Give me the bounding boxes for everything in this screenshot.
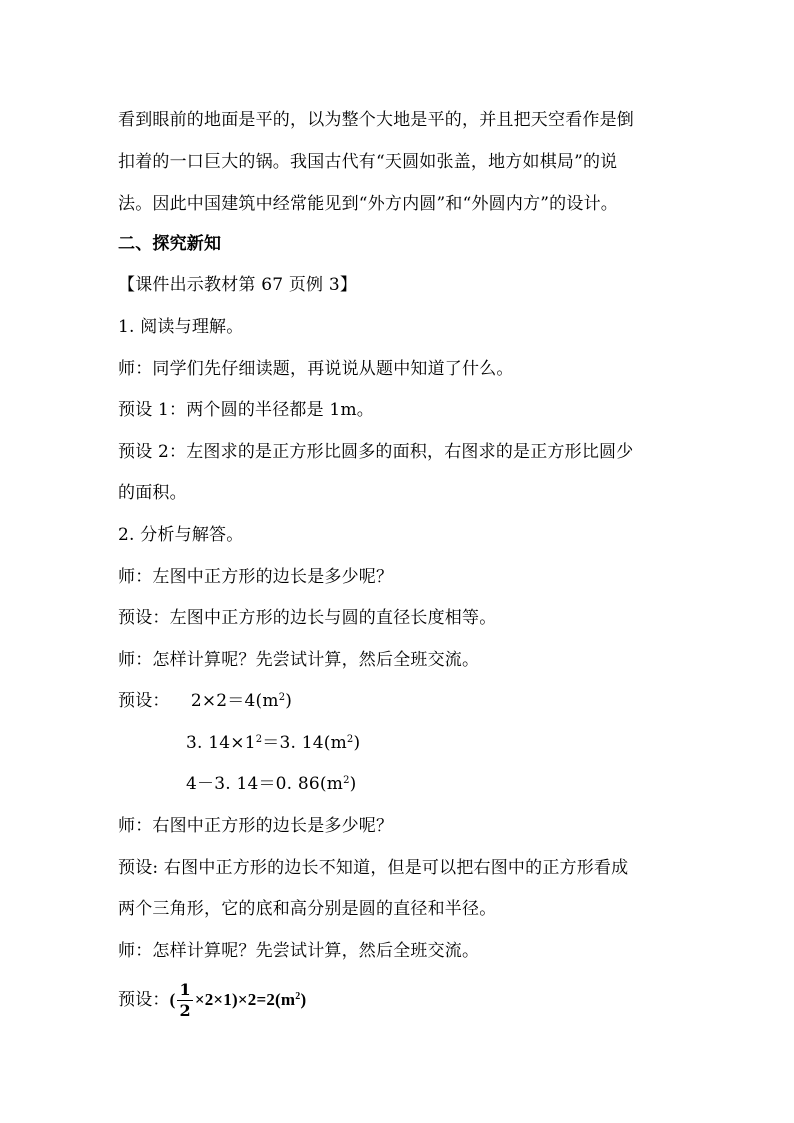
calc3-end: ): [349, 774, 357, 794]
step2-title: 2. 分析与解答。: [118, 525, 244, 545]
calculation-3: [186, 772, 357, 796]
courseware-note: 【课件出示教材第 67 页例 3】: [118, 275, 358, 295]
calc2-end: ): [353, 733, 361, 753]
calc2-sup2: 2: [346, 734, 354, 745]
preset-1: 预设 1：两个圆的半径都是 1m。: [118, 400, 374, 420]
answer-question-2: 预设：左图中正方形的边长与圆的直径长度相等。: [118, 608, 497, 628]
calc2-a: 3. 14×1: [186, 733, 256, 753]
final-end: ): [300, 990, 307, 1009]
intro-line-3: 法。因此中国建筑中经常能见到“外方内圆”和“外圆内方”的设计。: [118, 194, 618, 214]
preset-2-line-1: 预设 2：左图求的是正方形比圆多的面积，右图求的是正方形比圆少: [118, 442, 634, 462]
calc3-sup: 2: [343, 775, 350, 786]
teacher-question-3: 师：怎样计算呢？先尝试计算，然后全班交流。: [118, 650, 480, 670]
fraction-one-half: [177, 980, 192, 1021]
calc-label: 预设：: [118, 691, 170, 711]
intro-line-2: 扣着的一口巨大的锅。我国古代有“天圆如张盖，地方如棋局”的说: [118, 152, 618, 172]
calculation-2: [186, 731, 360, 755]
intro-line-1: 看到眼前的地面是平的，以为整个大地是平的，并且把天空看作是倒: [118, 110, 634, 130]
calc1-sup: 2: [278, 692, 286, 703]
calc1-main: 2×2＝4(m: [190, 691, 279, 711]
calc1-end: ): [285, 691, 293, 711]
final-mid: ×2×1)×2=2(m: [194, 990, 296, 1009]
answer-question-4-line-1: 预设: 右图中正方形的边长不知道，但是可以把右图中的正方形看成: [118, 858, 629, 878]
preset-2-line-2: 的面积。: [118, 483, 187, 503]
fraction-numerator: 1: [179, 980, 191, 999]
teacher-question-5: 师：怎样计算呢？先尝试计算，然后全班交流。: [118, 941, 480, 961]
calc2-b: ＝3. 14(m: [262, 733, 347, 753]
final-sup: 2: [295, 991, 301, 1002]
section-heading: 二、探究新知: [118, 234, 222, 254]
teacher-question-2: 师：左图中正方形的边长是多少呢？: [118, 567, 394, 587]
fraction-denominator: 2: [179, 1001, 191, 1020]
teacher-question-1: 师：同学们先仔细读题，再说说从题中知道了什么。: [118, 359, 514, 379]
calculation-1: [118, 689, 292, 713]
final-open: (: [169, 990, 176, 1009]
final-label: 预设：: [118, 990, 170, 1010]
step1-title: 1. 阅读与理解。: [118, 317, 244, 337]
calc3-main: 4－3. 14＝0. 86(m: [186, 774, 344, 794]
answer-question-4-line-2: 两个三角形，它的底和高分别是圆的直径和半径。: [118, 899, 497, 919]
teacher-question-4: 师：右图中正方形的边长是多少呢？: [118, 816, 394, 836]
final-calculation: [118, 978, 306, 1022]
calc2-sup1: 2: [255, 734, 263, 745]
